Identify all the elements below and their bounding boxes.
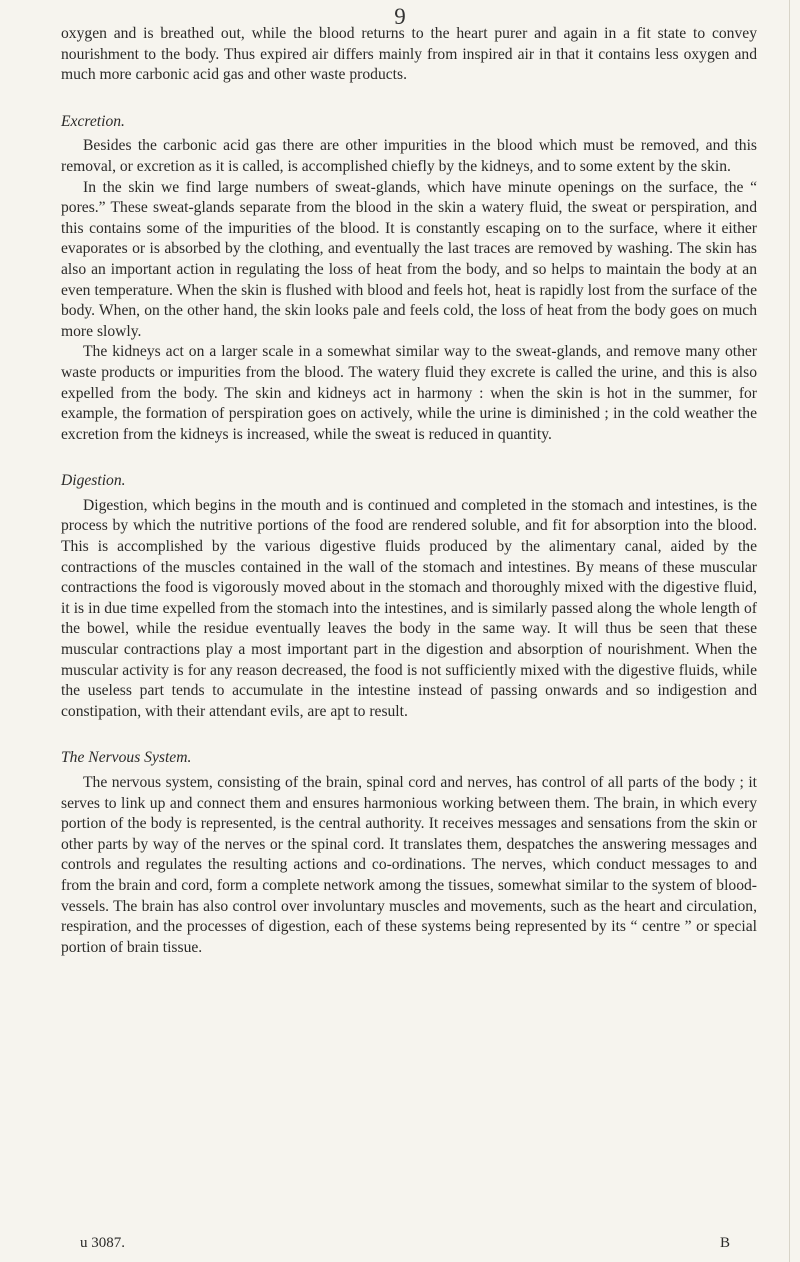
- excretion-paragraph-2: In the skin we find large numbers of sweat-glands, which have minute openings on the surface, the “ pores.” These sweat-glands separate from the blood in the skin a watery fluid, the sweat or perspiration, and this contains some of the impurities of the blood. It is constantly escaping on to the surface, where it either evaporates or is absorbed by the clothing, and eventually the last traces are removed by washing. The skin has also an important action in regulating the loss of heat from the body, and so helps to maintain the body at an even temperature. When the skin is flushed with blood and feels hot, heat is rapidly lost from the surface of the body. When, on the other hand, the skin looks pale and feels cold, the loss of heat from the body goes on much more slowly.: [61, 178, 757, 340]
- excretion-heading: Excretion.: [61, 112, 125, 130]
- digestion-paragraph-1: Digestion, which begins in the mouth and is continued and completed in the stomach and intestines, is the process by which the nutritive portions of the food are rendered soluble, and fit for absorption into the blood. This is accomplished by the various digestive fluids produced by the alimentary canal, aided by the contractions of the muscles contained in the wall of the stomach and intestines. By means of these muscular contractions the food is vigorously moved about in the stomach and thoroughly mixed with the digestive fluid, it is in due time expelled from the stomach into the intestines, and is similarly passed along the whole length of the bowel, while the residue eventually leaves the body in the same way. It will thus be seen that these muscular contractions play a most important part in the digestion and absorption of nourishment. When the muscular activity is for any reason decreased, the food is not sufficiently mixed with the digestive fluids, while the useless part tends to accumulate in the intestine instead of passing onwards and so indigestion and constipation, with their attendant evils, are apt to result.: [61, 496, 757, 720]
- excretion-paragraph-1: Besides the carbonic acid gas there are other impurities in the blood which must be removed, and this removal, or excretion as it is called, is accomplished chiefly by the kidneys, and to some extent by the skin.: [61, 137, 757, 175]
- excretion-paragraph-3: The kidneys act on a larger scale in a somewhat similar way to the sweat-glands, and remove many other waste products or impurities from the blood. The watery fluid they excrete is called the urine, and this is also expelled from the body. The skin and kidneys act in harmony : when the skin is hot in the summer, for example, the formation of perspiration goes on actively, while the urine is diminished ; in the cold weather the excretion from the kidneys is increased, while the sweat is reduced in quantity.: [61, 343, 757, 443]
- footer-gathering-letter: B: [719, 1235, 730, 1251]
- nervous-system-heading: The Nervous System.: [61, 749, 192, 767]
- page-edge-line: [789, 0, 790, 1262]
- page-footer: [80, 1235, 730, 1252]
- digestion-heading: Digestion.: [61, 472, 126, 490]
- footer-signature-mark: u 3087.: [80, 1235, 125, 1251]
- page-number: 9: [394, 4, 406, 29]
- page-body: [61, 24, 757, 958]
- nervous-system-paragraph-1: The nervous system, consisting of the brain, spinal cord and nerves, has control of all parts of the body ; it serves to link up and connect them and ensures harmonious working between them. The brain, in which every portion of the body is represented, is the central authority. It receives messages and sensations from the skin or other parts by way of the nerves or the spinal cord. It translates them, despatches the answering messages and controls and regulates the resulting actions and co-ordinations. The nerves, which conduct messages to and from the brain and cord, form a complete network among the tissues, somewhat similar to the system of blood-vessels. The brain has also control over involuntary muscles and movements, such as the heart and circulation, respiration, and the processes of digestion, each of these systems being represented by its “ centre ” or special portion of brain tissue.: [61, 774, 757, 956]
- intro-paragraph: oxygen and is breathed out, while the blood returns to the heart purer and again in a fit state to convey nourishment to the body. Thus expired air differs mainly from inspired air in that it contains less oxygen and much more carbonic acid gas and other waste products.: [61, 25, 757, 84]
